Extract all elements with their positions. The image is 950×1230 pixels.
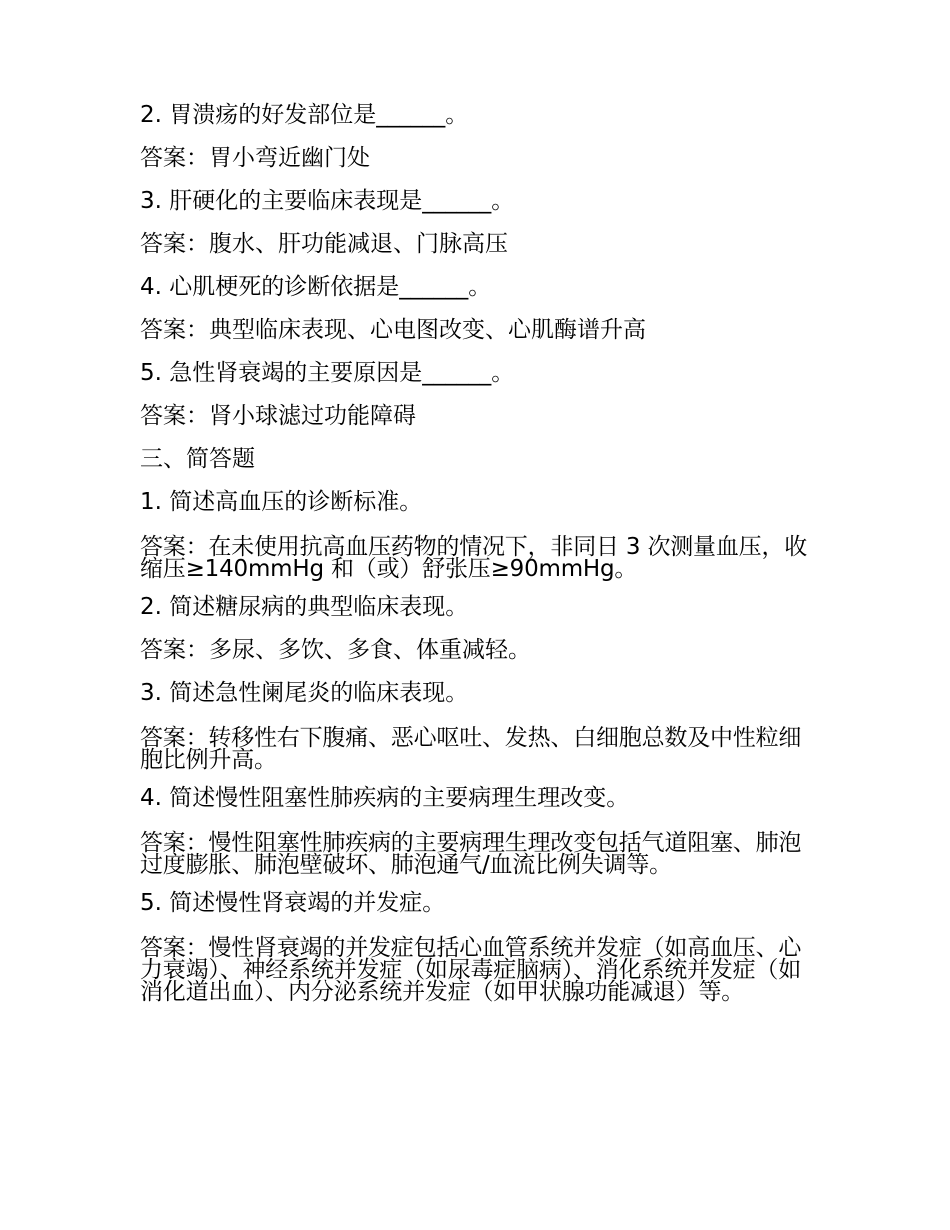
short-question-1: 1. 简述高血压的诊断标准。 xyxy=(140,489,423,515)
fill-answer-2: 答案：胃小弯近幽门处 xyxy=(140,145,370,171)
fill-question-4: 4. 心肌梗死的诊断依据是______。 xyxy=(140,274,492,300)
fill-question-5: 5. 急性肾衰竭的主要原因是______。 xyxy=(140,360,515,386)
short-answer-5: 答案：慢性肾衰竭的并发症包括心血管系统并发症（如高血压、心力衰竭）、神经系统并发症（如尿毒症脑病）、消化系统并发症（如消化道出血）、内分泌系统并发症（如甲状腺功能减退）等。 xyxy=(140,935,802,1005)
fill-answer-4: 答案：典型临床表现、心电图改变、心肌酶谱升高 xyxy=(140,317,646,343)
short-answer-2: 答案：多尿、多饮、多食、体重减轻。 xyxy=(140,637,531,663)
fill-answer-3: 答案：腹水、肝功能减退、门脉高压 xyxy=(140,231,508,257)
short-question-5: 5. 简述慢性肾衰竭的并发症。 xyxy=(140,890,446,916)
fill-question-3: 3. 肝硬化的主要临床表现是______。 xyxy=(140,188,515,214)
short-question-2: 2. 简述糖尿病的典型临床表现。 xyxy=(140,594,469,620)
short-answer-1: 答案：在未使用抗高血压药物的情况下，非同日 3 次测量血压，收缩压≥140mmHg 和（或）舒张压≥90mmHg。 xyxy=(140,534,808,582)
fill-question-2: 2. 胃溃疡的好发部位是______。 xyxy=(140,102,469,128)
fill-answer-5: 答案：肾小球滤过功能障碍 xyxy=(140,403,416,429)
short-answer-3: 答案：转移性右下腹痛、恶心呕吐、发热、白细胞总数及中性粒细胞比例升高。 xyxy=(140,725,802,773)
short-question-4: 4. 简述慢性阻塞性肺疾病的主要病理生理改变。 xyxy=(140,785,630,811)
section-title: 三、简答题 xyxy=(140,446,255,472)
short-answer-4: 答案：慢性阻塞性肺疾病的主要病理生理改变包括气道阻塞、肺泡过度膨胀、肺泡壁破坏、肺泡通气/血流比例失调等。 xyxy=(140,830,802,878)
document-page xyxy=(140,100,820,1015)
short-question-3: 3. 简述急性阑尾炎的临床表现。 xyxy=(140,680,469,706)
